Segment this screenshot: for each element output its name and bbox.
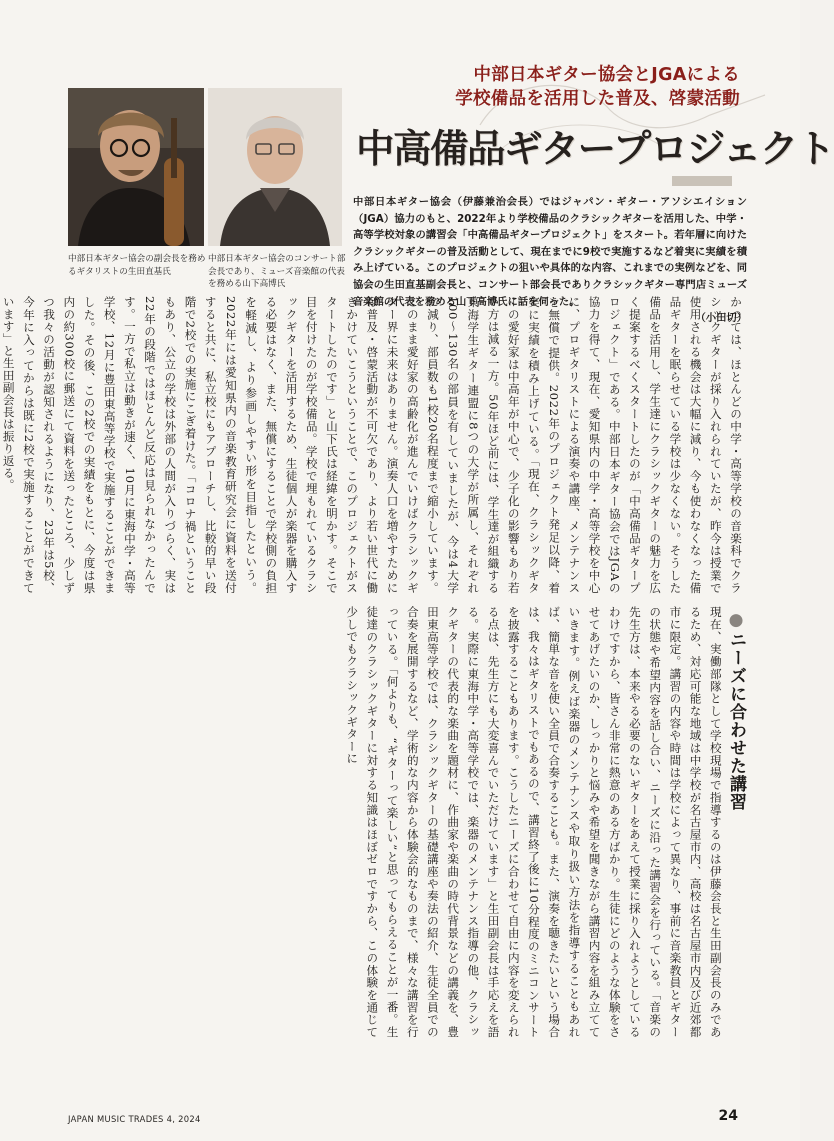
lead-text: 中部日本ギター協会（伊藤兼治会長）ではジャパン・ギター・アソシエイション（JGA）協力のもと、2022年より学校備品のクラシックギターを活用した、中学・高等学校対象の講習会「中高備品ギタープロジェクト」をスタート。若年層に向けたクラシックギターの普及活動として、現在までに9校で実施するなど着実に実績を積み上げている。このプロジェクトの狙いや具体的な内容、これまでの実例などを、同協会の生田直基副会長と、コンサート部会長でありクラシックギター専門店ミューズ音楽館の代表を務める山下高博氏に話を伺った。 (353, 196, 747, 308)
photo-ikuta (68, 88, 204, 246)
footer-magazine-name: JAPAN MUSIC TRADES 4, 2024 (68, 1114, 201, 1124)
kicker-line-2: 学校備品を活用した普及、啓蒙活動 (455, 89, 740, 109)
body-text-lower (66, 606, 746, 1038)
footer-page-number: 24 (718, 1108, 738, 1124)
subhead-text: ニーズに合わせた講習 (726, 631, 746, 811)
photo-caption-yamashita: 中部日本ギター協会のコンサート部会長であり、ミューズ音楽館の代表を務める山下高博氏 (208, 254, 346, 289)
article-byline: （小田切） (695, 312, 747, 325)
guitarist-portrait-image (68, 88, 204, 246)
body-text-upper (1, 296, 746, 594)
article-title: 中高備品ギタープロジェクト (356, 127, 834, 172)
section-subheading (726, 606, 746, 811)
article-kicker (380, 63, 740, 111)
title-underline-decoration (672, 176, 732, 186)
kicker-line-1: 中部日本ギター協会とJGAによる (473, 65, 740, 85)
body-paragraphs-upper: かつては、ほとんどの中学・高等学校の音楽科でクラシックギターが採り入れられていたが、昨今は授業で使用される機会は大幅に減り、今も使わなくなった備品ギターを眠らせている学校は少なくない。そうした備品を活用し、学生達にクラシックギターの魅力を広く提案するべくスタートしたのが「中高備品ギタープロジェクト」である。中部日本ギター協会ではJGAの協力を得て、現在、愛知県内の中学・高等学校を中心に、プロギタリストによる演奏や講座、メンテナンスを無償で提供。2022年のプロジェクト発足以降、着実に実績を積み上げている。「現在、クラシックギターの愛好家は中高年が中心で、少子化の影響もあり若い方は減る一方。50年ほど前には、学生達が組織する東海学生ギター連盟に8つの大学が所属し、それぞれ100～130名の部員を有していましたが、今は4大学に減り、部員数も1校20名程度まで縮小しています。このまま愛好家の高齢化が進んでいけばクラシックギター界に未来はありません。演奏人口を増やすためには普及・啓蒙活動が不可欠であり、より若い世代に働きかけていこうということで、このプロジェクトがスタートしたのです」と山下氏は経緯を明かす。そこで目を付けたのが学校備品。学校で埋もれているクラシックギターを活用するため、生徒個人が楽器を購入する必要はなく、また、無償にすることで学校側の負担を軽減し、より参画しやすい形を目指したという。2022年には愛知県内の音楽教育研究会に資料を送付すると共に、私立校にもアプローチし、比較的早い段階で2校での実施にこぎ着けた。「コロナ禍ということもあり、公立の学校は外部の人間が入りづらく、実は22年の段階ではほとんど反応は見られなかったんです。一方で私立は動きが速く、10月に東海中学・高等学校、12月に豊田東高等学校で実施することができました。その後、この2校での実績をもとに、今度は県内の約300校に郵送にて資料を送ったところ、少しずつ我々の活動が認知されるようになり、23年は5校、今年に入ってからは既に2校で実施することができています」と生田副会長は振り返る。 (1, 296, 743, 594)
photo-yamashita (208, 88, 342, 246)
concert-director-portrait-image (208, 88, 342, 246)
subhead-bullet-icon: ● (726, 610, 746, 631)
body-paragraphs-lower: 現在、実働部隊として学校現場で指導するのは伊藤会長と生田副会長のみであるため、対応可能な地域は中学校が名古屋市内、高校は名古屋市内及び近郊都市に限定。講習の内容や時間は学校によって異なり、事前に音楽教員とギターの状態や希望内容を話し合い、ニーズに沿った講習会を行っている。「音楽の先生方は、本来やる必要のないギターをあえて授業に採り入れようとしているわけですから、皆さん非常に熱意のある方ばかり。生徒にどのような体験をさせてあげたいのか、しっかりと悩みや希望を聞きながら講習内容を組み立てていきます。例えば楽器のメンテナンスや取り扱い方法を指導することもあれば、簡単な音を使い全員で合奏することも。また、演奏を聴きたいという場合は、我々はギタリストでもあるので、講習終了後に10分程度のミニコンサートを披露することもあります。こうしたニーズに合わせて自由に内容を変えられる点は、先生方にも大変喜んでいただけています」と生田副会長は手応えを語る。実際に東海中学・高等学校では、楽器のメンテナンス指導の他、クラシックギターの代表的な楽曲を題材に、作曲家や楽曲の時代背景などの講義を、豊田東高等学校では、クラシックギターの基礎講座や奏法の紹介、生徒全員での合奏を展開するなど、学術的な内容から体験会的なものまで、様々な講習を行っている。「何よりも、“ギターって楽しい”と思ってもらえることが一番。生徒達のクラシックギターに対する知識はほぼゼロですから、この体験を通じて少しでもクラシックギターに (345, 606, 723, 1038)
photo-caption-ikuta: 中部日本ギター協会の副会長を務めるギタリストの生田直基氏 (68, 254, 206, 277)
